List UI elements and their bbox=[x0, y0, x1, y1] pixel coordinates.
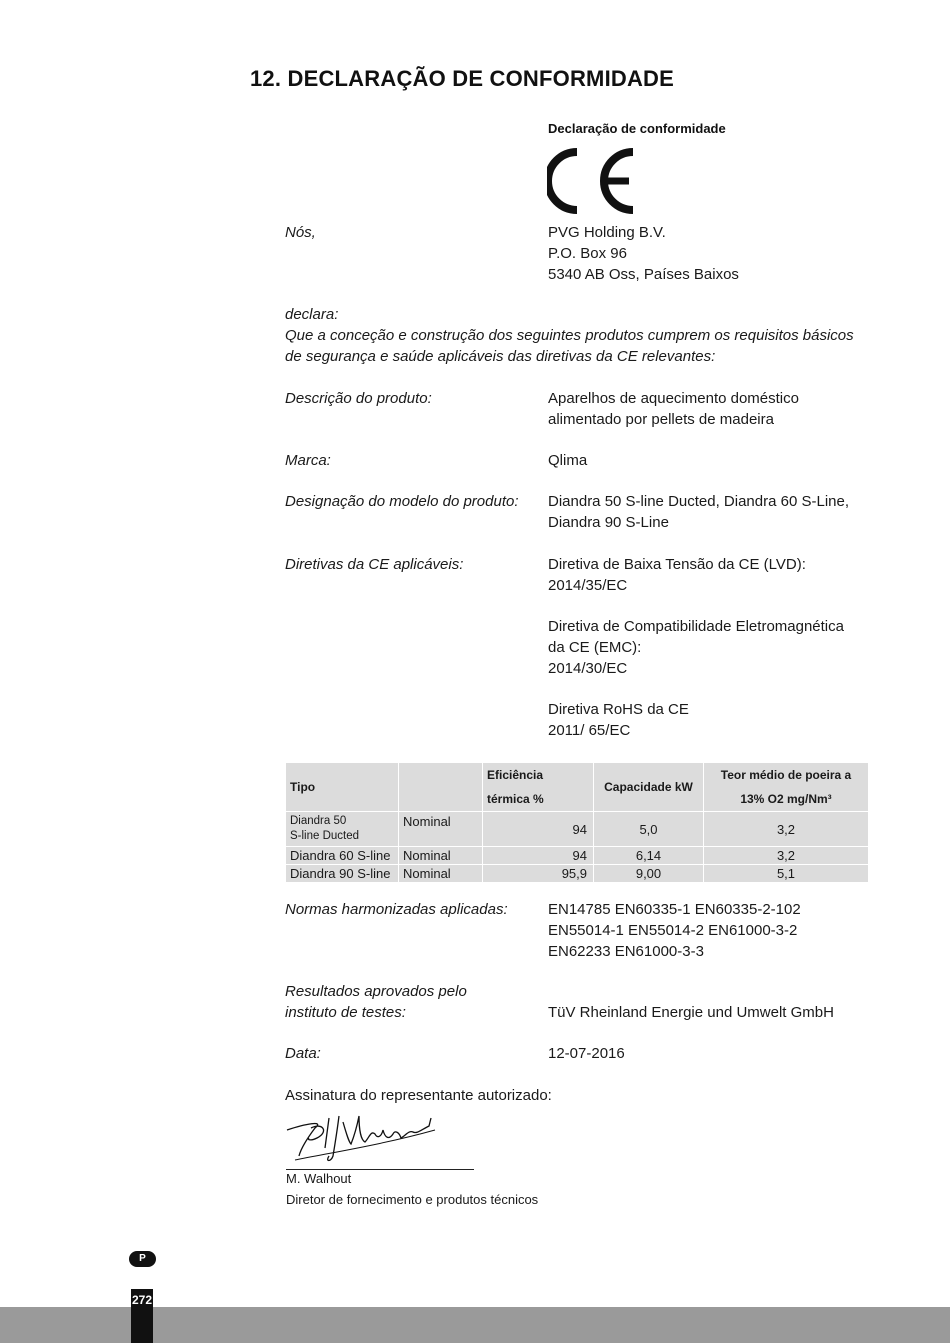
cell-capacidade: 5,0 bbox=[594, 812, 704, 847]
directives-label: Diretivas da CE aplicáveis: bbox=[285, 556, 464, 573]
test-institute-label-line: Resultados aprovados pelo bbox=[285, 983, 467, 1000]
table-row bbox=[286, 812, 869, 847]
page-number: 272 bbox=[131, 1293, 153, 1307]
table-header-row bbox=[286, 763, 869, 812]
issuer-company: PVG Holding B.V. bbox=[548, 224, 666, 241]
directive-line: Diretiva de Baixa Tensão da CE (LVD): bbox=[548, 556, 806, 573]
directive-rohs bbox=[548, 699, 689, 741]
directive-line: Diretiva RoHS da CE bbox=[548, 701, 689, 718]
directive-emc bbox=[548, 616, 844, 679]
test-institute-label bbox=[285, 981, 467, 1023]
cell-mode: Nominal bbox=[399, 865, 483, 883]
cell-tipo-line2: S-line Ducted bbox=[290, 830, 360, 842]
header-teor bbox=[704, 763, 869, 812]
product-line: Aparelhos de aquecimento doméstico bbox=[548, 390, 799, 407]
issuer-label: Nós, bbox=[285, 224, 316, 241]
intro-line: Que a conceção e construção dos seguintes produtos cumprem os requisitos básicos bbox=[285, 327, 854, 344]
header-eficiencia-line1: Eficiência bbox=[487, 768, 544, 782]
header-blank bbox=[399, 763, 483, 812]
language-badge: P bbox=[129, 1251, 156, 1267]
signature-label: Assinatura do representante autorizado: bbox=[285, 1087, 552, 1104]
date-value: 12-07-2016 bbox=[548, 1045, 625, 1062]
standards-label: Normas harmonizadas aplicadas: bbox=[285, 901, 508, 918]
issuer-address bbox=[548, 222, 739, 285]
cell-tipo-line1: Diandra 50 bbox=[290, 815, 347, 827]
cell-teor: 5,1 bbox=[704, 865, 869, 883]
cell-teor: 3,2 bbox=[704, 812, 869, 847]
cell-mode: Nominal bbox=[399, 812, 483, 847]
models-label: Designação do modelo do produto: bbox=[285, 493, 519, 510]
issuer-po-box: P.O. Box 96 bbox=[548, 245, 627, 262]
test-institute-value: TüV Rheinland Energie und Umwelt GmbH bbox=[548, 1004, 834, 1021]
cell-eficiencia: 94 bbox=[483, 847, 594, 865]
header-teor-line1: Teor médio de poeira a bbox=[720, 768, 852, 782]
declaration-heading: Declaração de conformidade bbox=[548, 121, 726, 136]
product-description bbox=[548, 388, 799, 430]
header-eficiencia-line2: térmica % bbox=[487, 792, 544, 806]
brand-value: Qlima bbox=[548, 452, 588, 469]
signatory-name: M. Walhout bbox=[286, 1171, 352, 1186]
signature-line bbox=[286, 1169, 474, 1170]
brand-label: Marca: bbox=[285, 452, 331, 469]
issuer-city: 5340 AB Oss, Países Baixos bbox=[548, 266, 739, 283]
cell-tipo bbox=[286, 812, 399, 847]
intro-line: declara: bbox=[285, 306, 339, 323]
cell-teor: 3,2 bbox=[704, 847, 869, 865]
date-label: Data: bbox=[285, 1045, 321, 1062]
header-capacidade: Capacidade kW bbox=[594, 763, 704, 812]
cell-eficiencia: 95,9 bbox=[483, 865, 594, 883]
directive-line: 2011/ 65/EC bbox=[548, 722, 631, 739]
table-row bbox=[286, 847, 869, 865]
cell-mode: Nominal bbox=[399, 847, 483, 865]
models-line: Diandra 90 S-Line bbox=[548, 514, 669, 531]
models-line: Diandra 50 S-line Ducted, Diandra 60 S-Line, bbox=[548, 493, 850, 510]
standards-line: EN55014-1 EN55014-2 EN61000-3-2 bbox=[548, 922, 798, 939]
cell-tipo: Diandra 90 S-line bbox=[286, 865, 399, 883]
cell-capacidade: 6,14 bbox=[594, 847, 704, 865]
signatory-role: Diretor de fornecimento e produtos técnicos bbox=[286, 1192, 539, 1207]
test-institute-label-line: instituto de testes: bbox=[285, 1004, 406, 1021]
directive-line: Diretiva de Compatibilidade Eletromagnética bbox=[548, 618, 844, 635]
standards-line: EN14785 EN60335-1 EN60335-2-102 bbox=[548, 901, 801, 918]
cell-capacidade: 9,00 bbox=[594, 865, 704, 883]
product-line: alimentado por pellets de madeira bbox=[548, 411, 774, 428]
directive-line: 2014/30/EC bbox=[548, 660, 628, 677]
cell-tipo: Diandra 60 S-line bbox=[286, 847, 399, 865]
header-tipo: Tipo bbox=[286, 763, 399, 812]
directive-line: da CE (EMC): bbox=[548, 639, 642, 656]
header-eficiencia bbox=[483, 763, 594, 812]
standards-list bbox=[548, 899, 801, 962]
page-title: 12. DECLARAÇÃO DE CONFORMIDADE bbox=[250, 66, 675, 91]
table-row bbox=[286, 865, 869, 883]
product-label: Descrição do produto: bbox=[285, 390, 432, 407]
models-value bbox=[548, 491, 849, 533]
intro-line: de segurança e saúde aplicáveis das diretivas da CE relevantes: bbox=[285, 348, 716, 365]
handwritten-signature bbox=[285, 1108, 445, 1173]
directive-lvd bbox=[548, 554, 806, 596]
declaration-intro bbox=[285, 304, 885, 367]
spec-table bbox=[285, 762, 869, 883]
header-teor-line2: 13% O2 mg/Nm³ bbox=[740, 792, 832, 806]
cell-eficiencia: 94 bbox=[483, 812, 594, 847]
standards-line: EN62233 EN61000-3-3 bbox=[548, 943, 704, 960]
directive-line: 2014/35/EC bbox=[548, 577, 628, 594]
ce-mark-icon bbox=[547, 148, 639, 219]
